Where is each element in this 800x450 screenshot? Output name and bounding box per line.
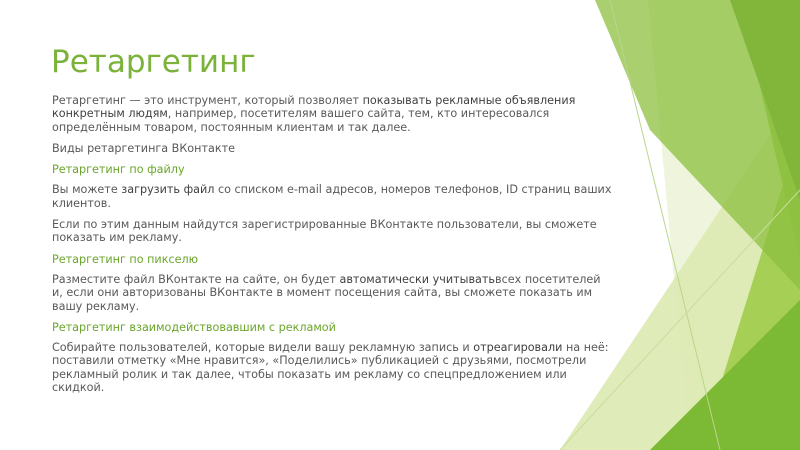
- heading-interaction: Ретаргетинг взаимодействовавшим с рекламой: [52, 320, 336, 334]
- heading-pixel: Ретаргетинг по пикселю: [52, 252, 199, 266]
- slide-body: [52, 94, 612, 402]
- types-line: Виды ретаргетинга ВКонтакте: [52, 141, 235, 155]
- file-highlight: загрузить файл: [121, 183, 215, 197]
- heading-file: Ретаргетинг по файлу: [52, 163, 185, 177]
- intro-text-a: Ретаргетинг — это инструмент, который позволяет: [52, 94, 363, 107]
- interaction-highlight: отреагировали: [473, 341, 563, 355]
- pixel-text-a: Разместите файл ВКонтакте на сайте, он будет: [52, 272, 340, 286]
- pixel-text-c: всех посетителей и, если они авторизованы ВКонтакте в момент посещения сайта, вы сможете показать им вашу рекламу.: [52, 272, 601, 313]
- interaction-text-a: Собирайте пользователей, которые видели вашу рекламную запись и: [52, 341, 474, 355]
- intro-paragraph: [52, 94, 612, 134]
- file-text-a: Вы можете: [52, 183, 122, 197]
- intro-highlight: показывать рекламные объявления конкретным людям: [52, 94, 576, 121]
- file-text-c: со списком e-mail адресов, номеров телефонов, ID страниц ваших клиентов.: [52, 183, 612, 210]
- pixel-paragraph: [52, 273, 612, 313]
- interaction-paragraph: [52, 341, 612, 394]
- intro-text-c: , например, посетителям вашего сайта, тем, кто интересовался определённым товаром, постоянным клиентам и так далее.: [52, 107, 550, 134]
- file-result-paragraph: Если по этим данным найдутся зарегистрированные ВКонтакте пользователи, вы сможете показать им рекламу.: [52, 218, 597, 245]
- file-paragraph: [52, 183, 612, 210]
- interaction-text-c: на неё: поставили отметку «Мне нравится», «Поделились» публикацией с друзьями, посмотрели рекламный ролик и так далее, чтобы показать им рекламу со спецпредложением или скидкой.: [52, 341, 609, 395]
- slide-title: Ретаргетинг: [51, 44, 256, 80]
- pixel-highlight: автоматически учитывать: [339, 272, 496, 286]
